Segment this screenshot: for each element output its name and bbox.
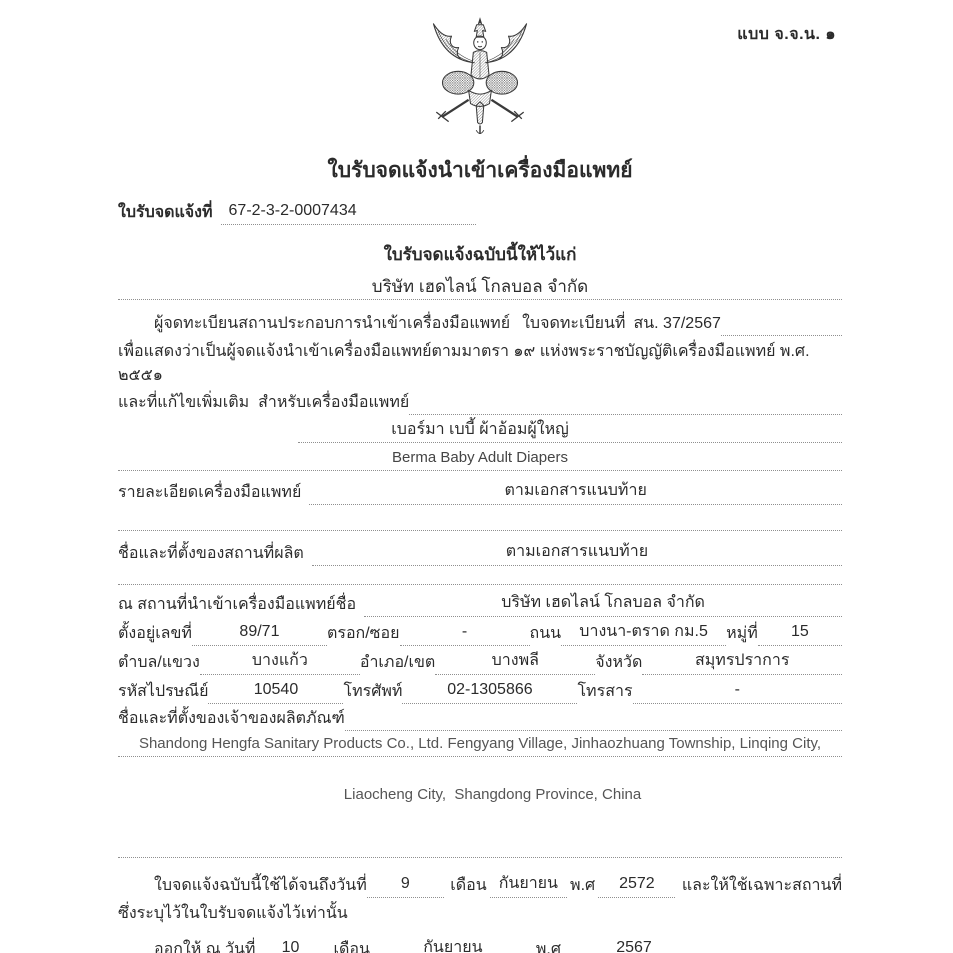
device-name-en-row [118, 445, 842, 471]
manufacture-site-label: ชื่อและที่ตั้งของสถานที่ผลิต [118, 545, 304, 562]
address-subdistrict-label: ตำบล/แขวง [118, 654, 200, 671]
validity-day: 9 [367, 872, 444, 898]
address-no-label: ตั้งอยู่เลขที่ [118, 625, 192, 642]
phone-label: โทรศัพท์ [343, 683, 403, 700]
registration-number-value: สน. 37/2567 [633, 315, 721, 332]
address-soi-value: - [400, 620, 530, 646]
garuda-emblem [423, 14, 537, 140]
registration-number-label: ใบจดทะเบียนที่ [522, 315, 626, 332]
manufacture-site-row [118, 540, 842, 566]
document-body [118, 0, 842, 953]
validity-month: กันยายน [490, 872, 567, 898]
dotted-blank-line [118, 530, 842, 531]
issued-era-label: พ.ศ [535, 941, 562, 953]
validity-prefix: ใบจดแจ้งฉบับนี้ใช้ได้จนถึงวันที่ [154, 877, 367, 894]
dotted-underline [118, 470, 842, 471]
document-header [118, 0, 842, 150]
validity-suffix-line-2: ซึ่งระบุไว้ในใบรับจดแจ้งไว้เท่านั้น [118, 905, 348, 922]
fax-value: - [633, 678, 842, 704]
owner-label: ชื่อและที่ตั้งของเจ้าของผลิตภัณฑ์ [118, 710, 345, 727]
dotted-underline [298, 442, 842, 443]
owner-address-line-2 [118, 757, 842, 858]
validity-month-label: เดือน [450, 877, 487, 894]
issued-day: 10 [255, 936, 325, 953]
dotted-underline [118, 857, 842, 858]
dotted-underline [118, 299, 842, 300]
fax-label: โทรสาร [577, 683, 633, 700]
form-code: แบบ จ.จ.น. ๑ [737, 26, 836, 43]
device-details-label: รายละเอียดเครื่องมือแพทย์ [118, 484, 302, 501]
law-statement-line: เพื่อแสดงว่าเป็นผู้จดแจ้งนำเข้าเครื่องมือแพทย์ตามมาตรา ๑๙ แห่งพระราชบัญญัติเครื่องมือแพทย์ พ.ศ. ๒๕๕๑ [118, 343, 810, 384]
issued-month: กันยายน [378, 936, 528, 953]
dotted-fill [721, 335, 842, 336]
import-place-row [118, 591, 842, 617]
address-row-3 [118, 678, 842, 704]
dotted-blank-line [118, 584, 842, 585]
amendment-row [118, 391, 842, 415]
issued-month-label: เดือน [333, 941, 370, 953]
address-district-label: อำเภอ/เขต [359, 654, 436, 671]
device-name-th: เบอร์มา เบบี้ ผ้าอ้อมผู้ใหญ่ [391, 421, 569, 438]
dotted-fill [409, 414, 842, 415]
address-moo-label: หมู่ที่ [726, 625, 758, 642]
receipt-number-label: ใบรับจดแจ้งที่ [118, 204, 213, 221]
manufacture-site-value: ตามเอกสารแนบท้าย [312, 540, 842, 566]
owner-label-row [118, 707, 842, 731]
address-no-value: 89/71 [192, 620, 327, 646]
import-place-value: บริษัท เฮดไลน์ โกลบอล จำกัด [364, 591, 842, 617]
owner-address-text-2: Liaocheng City, Shangdong Province, China [343, 786, 642, 803]
owner-address-line-1 [118, 731, 842, 757]
amendment-text: และที่แก้ไขเพิ่มเติม สำหรับเครื่องมือแพทย์ [118, 394, 410, 411]
receipt-number-row [118, 199, 842, 225]
postcode-value: 10540 [208, 678, 343, 704]
address-province-label: จังหวัด [595, 654, 643, 671]
given-to-heading: ใบรับจดแจ้งฉบับนี้ให้ไว้แก่ [383, 245, 577, 264]
device-details-value: ตามเอกสารแนบท้าย [309, 479, 842, 505]
address-province-value: สมุทรปราการ [642, 649, 842, 675]
address-road-value: บางนา-ตราด กม.5 [561, 620, 726, 646]
device-details-row [118, 479, 842, 505]
owner-address-text-1: Shandong Hengfa Sanitary Products Co., Ltd. Fengyang Village, Jinhaozhuang Township, Linqing City, [138, 735, 822, 752]
address-subdistrict-value: บางแก้ว [200, 649, 360, 675]
import-place-label: ณ สถานที่นำเข้าเครื่องมือแพทย์ชื่อ [118, 596, 357, 613]
issued-row [118, 936, 842, 953]
registrant-text: ผู้จดทะเบียนสถานประกอบการนำเข้าเครื่องมือแพทย์ [154, 315, 511, 332]
validity-era-label: พ.ศ [570, 877, 596, 894]
phone-value: 02-1305866 [402, 678, 577, 704]
validity-suffix: และให้ใช้เฉพาะสถานที่ [681, 877, 842, 894]
device-name-en: Berma Baby Adult Diapers [392, 449, 568, 466]
receiver-company-row [118, 274, 842, 300]
postcode-label: รหัสไปรษณีย์ [118, 683, 209, 700]
address-row-1 [118, 620, 842, 646]
address-soi-label: ตรอก/ซอย [326, 625, 400, 642]
address-district-value: บางพลี [435, 649, 595, 675]
receiver-company-name: บริษัท เฮดไลน์ โกลบอล จำกัด [371, 277, 589, 296]
address-road-label: ถนน [529, 625, 562, 642]
validity-year: 2572 [598, 872, 675, 898]
issued-year: 2567 [569, 936, 699, 953]
address-row-2 [118, 649, 842, 675]
receipt-number-value: 67-2-3-2-0007434 [221, 199, 476, 225]
registrant-row [118, 312, 842, 336]
device-name-th-row [118, 417, 842, 443]
validity-row [118, 872, 842, 898]
address-moo-value: 15 [758, 620, 842, 646]
issued-prefix: ออกให้ ณ วันที่ [154, 941, 256, 953]
document-title: ใบรับจดแจ้งนำเข้าเครื่องมือแพทย์ [327, 159, 633, 182]
